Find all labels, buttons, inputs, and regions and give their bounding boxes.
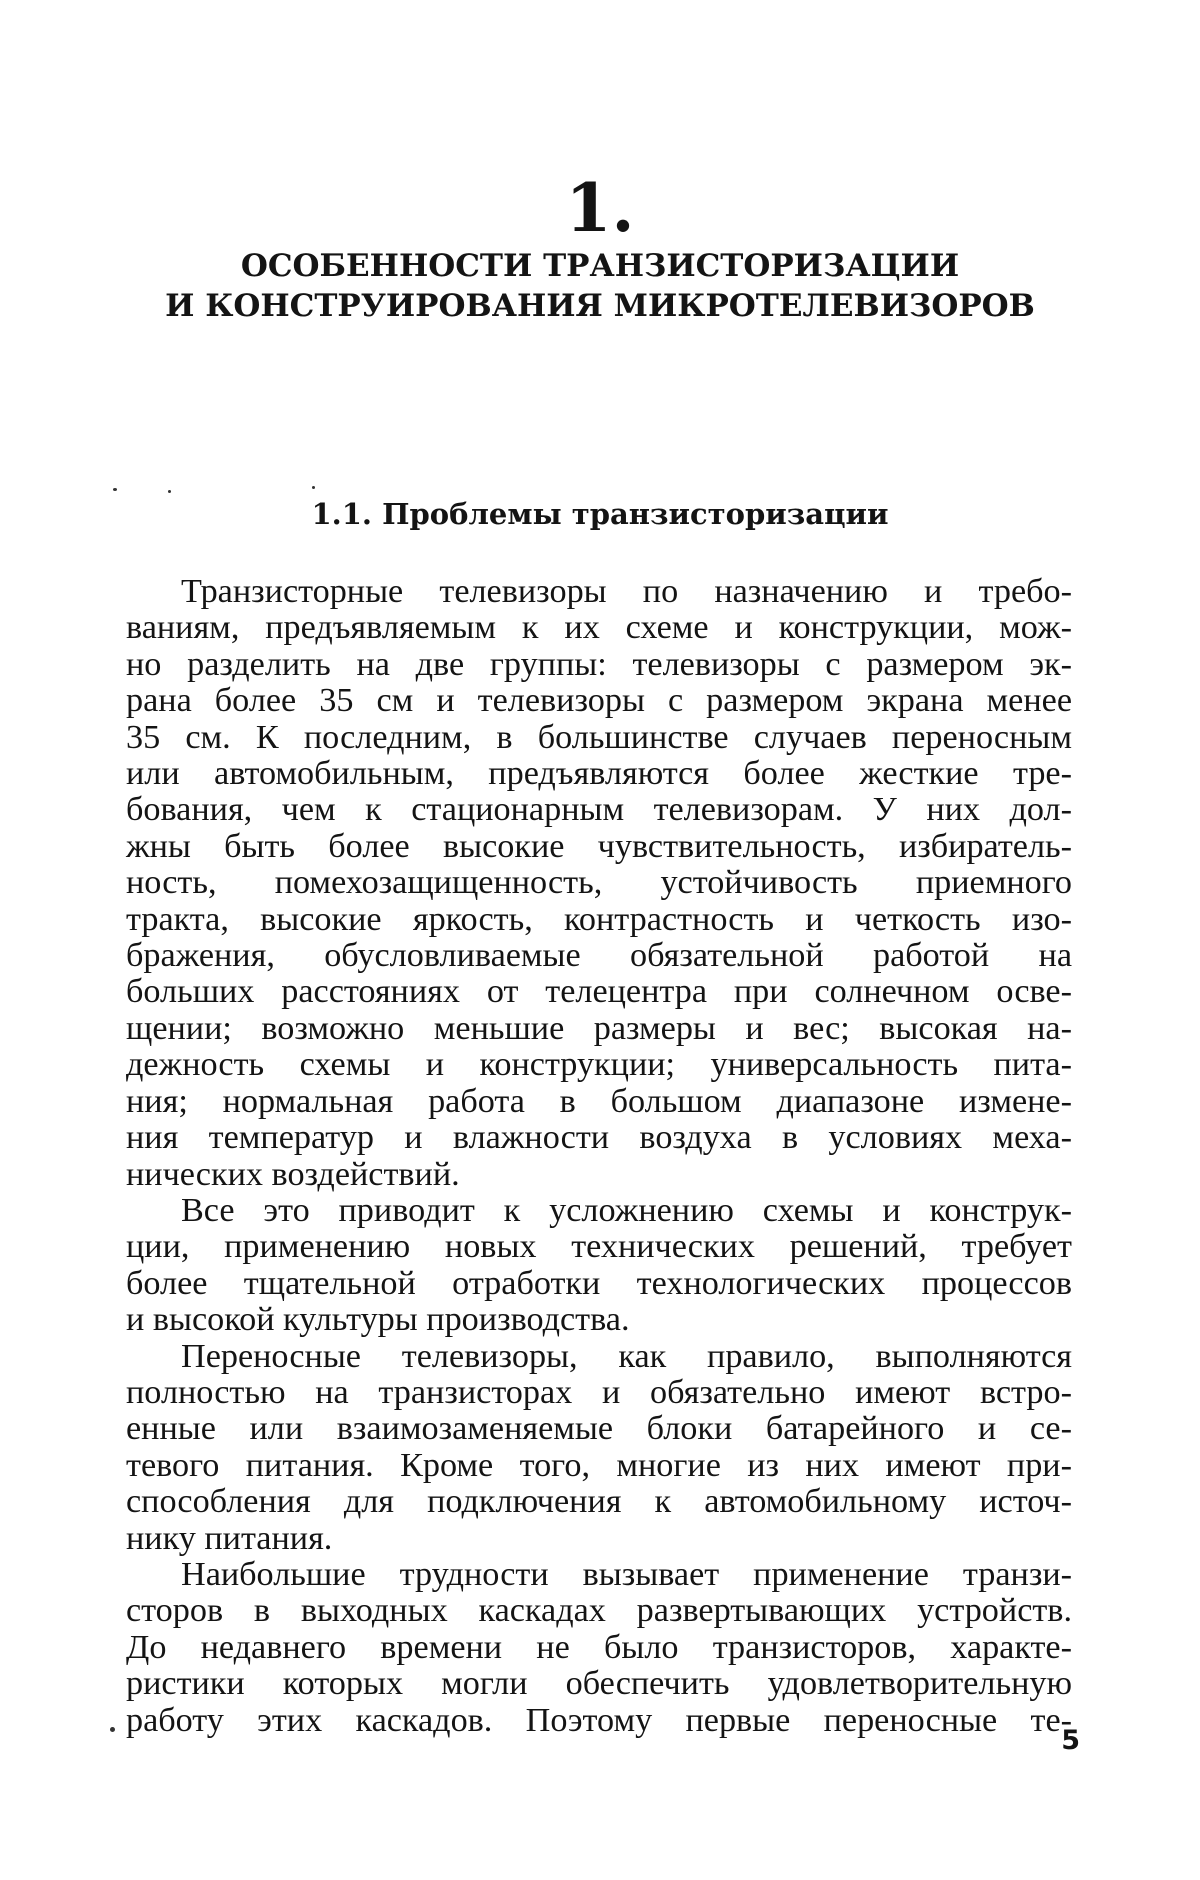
text-line: но разделить на две группы: телевизоры с размером эк-: [126, 645, 1072, 683]
text-line: рана более 35 см и телевизоры с размером экрана менее: [126, 682, 1072, 720]
paragraph: [126, 574, 1072, 1193]
text-line: ния температур и влажности воздуха в условиях меха-: [126, 1119, 1072, 1157]
text-line: бражения, обусловливаемые обязательной работой на: [126, 937, 1072, 975]
text-line: ность, помехозащищенность, устойчивость приемного: [126, 864, 1072, 902]
chapter-number: 1.: [565, 169, 635, 247]
paragraph: [126, 1339, 1072, 1557]
text-line: тевого питания. Кроме того, многие из них имеют при-: [126, 1446, 1072, 1484]
text-line: Все это приводит к усложнению схемы и конструк-: [181, 1191, 1072, 1229]
text-line: бования, чем к стационарным телевизорам. У них дол-: [126, 791, 1072, 829]
chapter-title-line: ОСОБЕННОСТИ ТРАНЗИСТОРИЗАЦИИ: [240, 248, 960, 284]
text-line: Транзисторные телевизоры по назначению и требо-: [181, 573, 1072, 610]
print-speck: [312, 486, 315, 489]
page-number: 5: [1061, 1725, 1080, 1756]
print-speck: [110, 1727, 115, 1732]
text-line: нику питания.: [126, 1519, 333, 1557]
text-line: До недавнего времени не было транзисторов, характе-: [126, 1628, 1072, 1666]
text-line: ния; нормальная работа в большом диапазоне измене-: [126, 1082, 1072, 1120]
text-line: жны быть более высокие чувствительность, избиратель-: [126, 827, 1072, 865]
print-speck: [168, 490, 171, 493]
text-line: нических воздействий.: [126, 1155, 460, 1193]
text-line: Наибольшие трудности вызывает применение транзи-: [181, 1555, 1072, 1593]
text-line: и высокой культуры производства.: [126, 1301, 630, 1339]
text-line: ции, применению новых технических решений, требует: [126, 1228, 1072, 1266]
text-line: способления для подключения к автомобильному источ-: [126, 1483, 1072, 1521]
text-line: Переносные телевизоры, как правило, выполняются: [181, 1337, 1072, 1375]
text-line: работу этих каскадов. Поэтому первые переносные те-: [126, 1701, 1072, 1739]
text-line: сторов в выходных каскадах развертывающих устройств.: [126, 1592, 1072, 1630]
text-line: дежность схемы и конструкции; универсальность пита-: [126, 1046, 1072, 1084]
body-text: [126, 574, 1072, 1739]
text-line: енные или взаимозаменяемые блоки батарейного и се-: [126, 1410, 1072, 1448]
chapter-title: [130, 246, 1070, 326]
section-title: 1.1. Проблемы транзисторизации: [311, 497, 889, 531]
text-line: ваниям, предъявляемым к их схеме и конструкции, мож-: [126, 609, 1072, 647]
text-line: более тщательной отработки технологических процессов: [126, 1264, 1072, 1302]
text-line: щении; возможно меньшие размеры и вес; высокая на-: [126, 1009, 1072, 1047]
chapter-title-line: И КОНСТРУИРОВАНИЯ МИКРОТЕЛЕВИЗОРОВ: [165, 288, 1035, 324]
paragraph: [126, 1557, 1072, 1739]
text-line: 35 см. К последним, в большинстве случаев переносным: [126, 718, 1072, 756]
paragraph: [126, 1193, 1072, 1339]
print-speck: [113, 488, 117, 491]
text-line: ристики которых могли обеспечить удовлетворительную: [126, 1665, 1072, 1703]
text-line: тракта, высокие яркость, контрастность и четкость изо-: [126, 900, 1072, 938]
text-line: полностью на транзисторах и обязательно имеют встро-: [126, 1373, 1072, 1411]
text-line: или автомобильным, предъявляются более жесткие тре-: [126, 755, 1072, 793]
text-line: больших расстояниях от телецентра при солнечном осве-: [126, 973, 1072, 1011]
